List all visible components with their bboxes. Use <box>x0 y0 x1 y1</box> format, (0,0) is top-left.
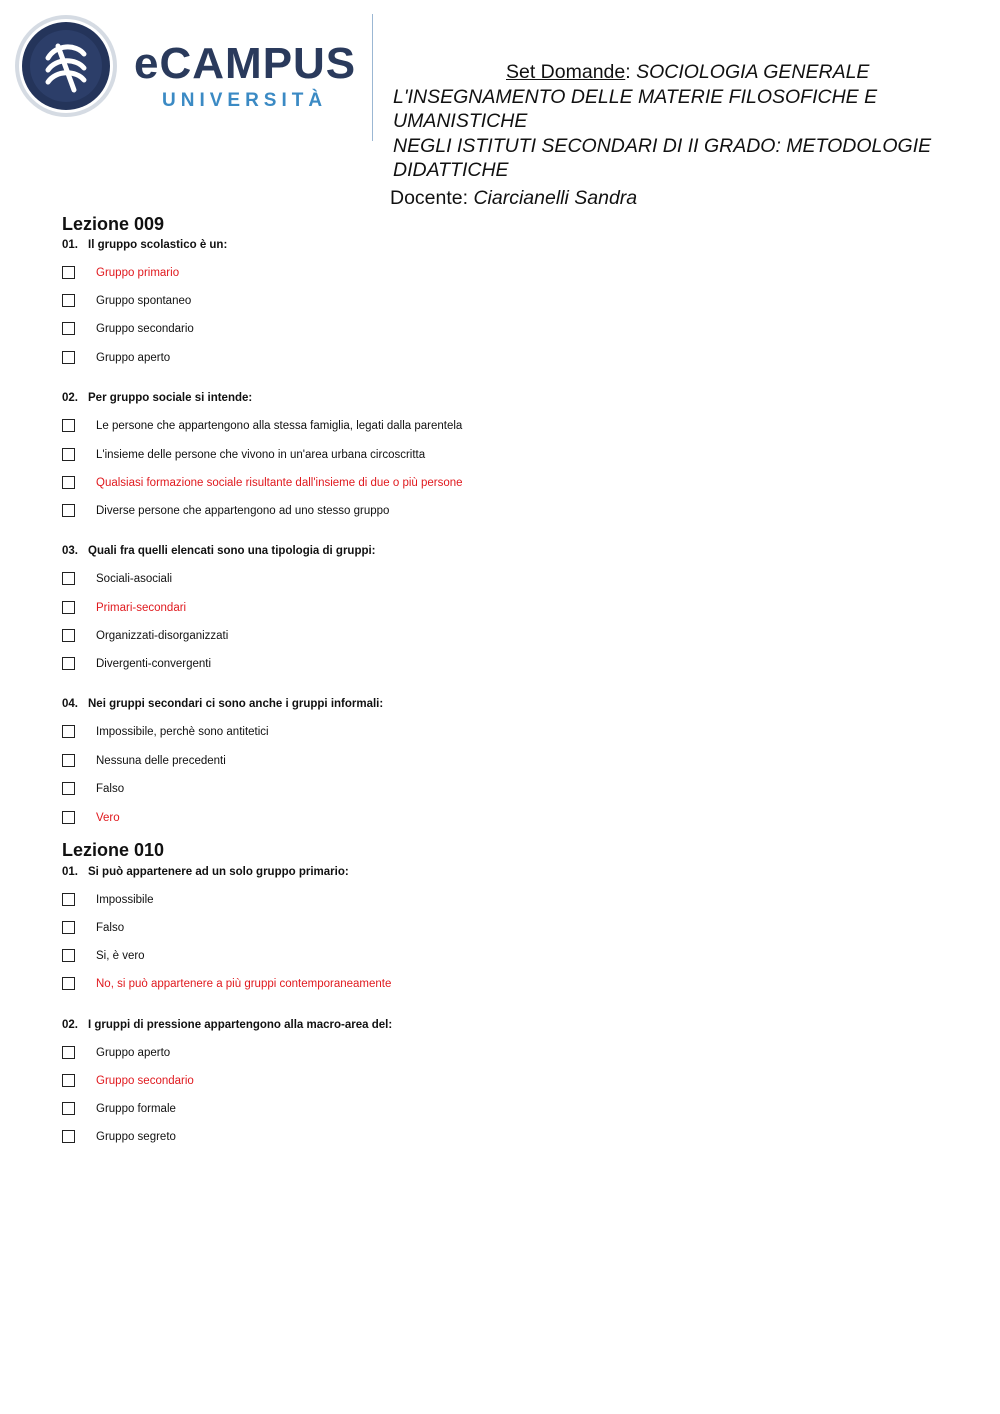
checkbox[interactable] <box>62 294 75 307</box>
question: 01. Si può appartenere ad un solo gruppo primario: <box>62 866 349 878</box>
header-divider <box>372 14 373 141</box>
subject-line: SOCIOLOGIA GENERALE <box>636 61 870 83</box>
checkbox[interactable] <box>62 476 75 489</box>
checkbox[interactable] <box>62 725 75 738</box>
checkbox[interactable] <box>62 448 75 461</box>
question: 03. Quali fra quelli elencati sono una tipologia di gruppi: <box>62 545 376 557</box>
checkbox[interactable] <box>62 629 75 642</box>
question: 02. I gruppi di pressione appartengono alla macro-area del: <box>62 1019 393 1031</box>
checkbox[interactable] <box>62 921 75 934</box>
question: 04. Nei gruppi secondari ci sono anche i gruppi informali: <box>62 698 384 710</box>
docente-name: Ciarcianelli Sandra <box>473 187 638 209</box>
checkbox[interactable] <box>62 1046 75 1059</box>
subject-line: L'INSEGNAMENTO DELLE MATERIE FILOSOFICHE E <box>393 85 878 108</box>
checkbox[interactable] <box>62 266 75 279</box>
set-title: Set Domande: SOCIOLOGIA GENERALE L'INSEGNAMENTO DELLE MATERIE FILOSOFICHE E UMANISTICHE NEGLI ISTITUTI SECONDARI DI II GRADO: METODOLOGIE DIDATTICHE <box>393 60 973 183</box>
checkbox[interactable] <box>62 657 75 670</box>
question: 02. Per gruppo sociale si intende: <box>62 392 253 404</box>
checkbox[interactable] <box>62 811 75 824</box>
lesson-title: Lezione 009 <box>62 214 165 234</box>
checkbox[interactable] <box>62 419 75 432</box>
checkbox[interactable] <box>62 504 75 517</box>
checkbox[interactable] <box>62 782 75 795</box>
checkbox[interactable] <box>62 1074 75 1087</box>
subject-line: DIDATTICHE <box>393 159 509 181</box>
checkbox[interactable] <box>62 1130 75 1143</box>
checkbox[interactable] <box>62 754 75 767</box>
checkbox[interactable] <box>62 1102 75 1115</box>
checkbox[interactable] <box>62 601 75 614</box>
subject-line: NEGLI ISTITUTI SECONDARI DI II GRADO: METODOLOGIE <box>393 134 932 157</box>
set-label: Set Domande <box>506 61 626 83</box>
checkbox[interactable] <box>62 322 75 335</box>
checkbox[interactable] <box>62 351 75 364</box>
ecampus-seal-icon <box>14 14 118 118</box>
checkbox[interactable] <box>62 977 75 990</box>
logo-subtitle: UNIVERSITÀ <box>162 90 328 111</box>
checkbox[interactable] <box>62 893 75 906</box>
ecampus-logo <box>14 14 359 118</box>
docente-line: Docente: Ciarcianelli Sandra <box>390 187 638 209</box>
logo-wordmark: eCAMPUS <box>134 39 357 88</box>
subject-line: UMANISTICHE <box>393 110 528 132</box>
checkbox[interactable] <box>62 572 75 585</box>
checkbox[interactable] <box>62 949 75 962</box>
question: 01. Il gruppo scolastico è un: <box>62 239 228 251</box>
lesson-title: Lezione 010 <box>62 840 165 860</box>
